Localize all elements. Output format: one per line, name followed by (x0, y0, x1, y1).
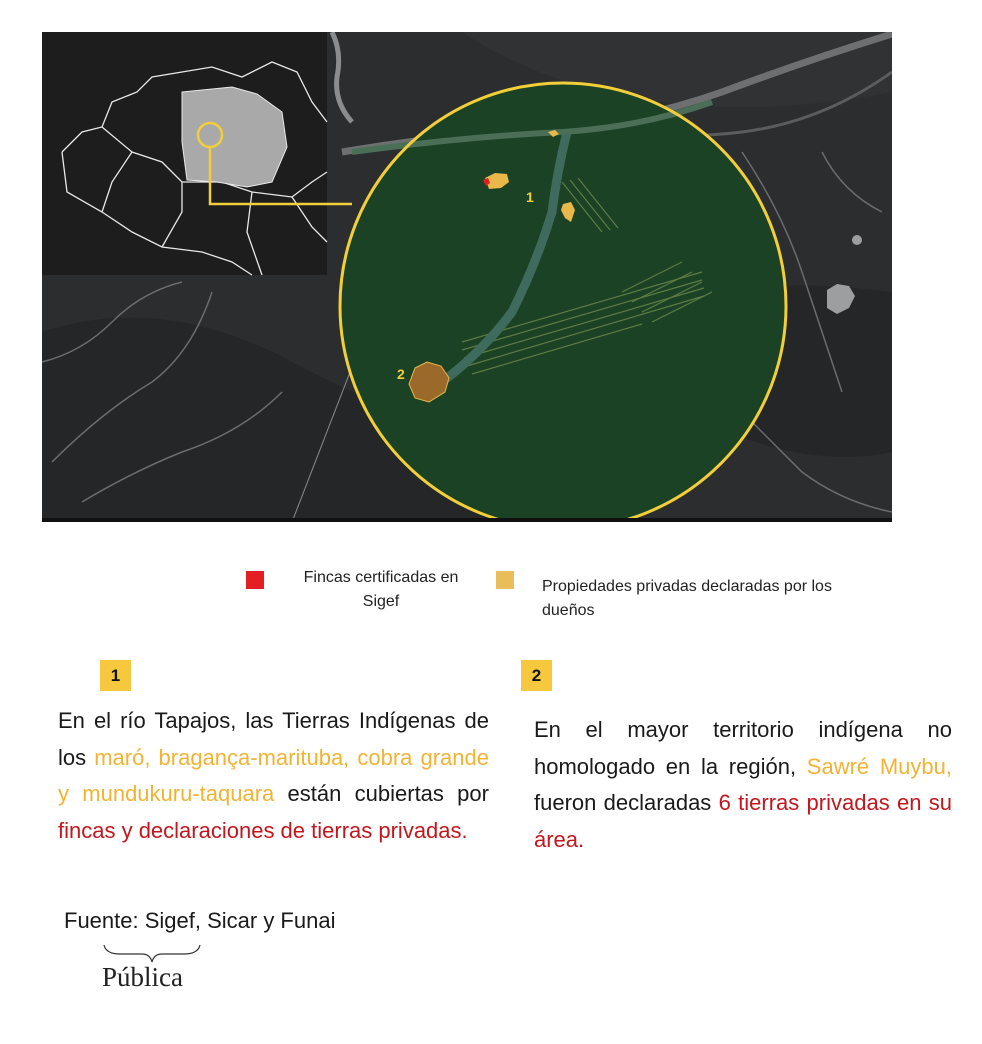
locator-inset (42, 32, 352, 275)
publica-logo (100, 942, 205, 992)
study-area-circle (340, 83, 786, 522)
legend-declared-line2: dueños (542, 602, 595, 619)
note-1-text (58, 703, 489, 849)
satellite-map (42, 32, 892, 522)
source-credit: Fuente: Sigef, Sicar y Funai (64, 908, 336, 933)
legend-certified-swatch (246, 571, 264, 589)
note-2-text-a: En el mayor territorio indígena no homologado en la región, (534, 717, 952, 779)
note-2-highlight: 6 tierras privadas en su área. (534, 790, 953, 852)
note-1-highlight: fincas y declaraciones de tierras privadas. (58, 817, 468, 843)
legend-declared-line1: Propiedades privadas declaradas por los (542, 578, 832, 595)
legend-certified-label (276, 566, 486, 614)
note-1-badge: 1 (100, 660, 131, 691)
zone-label-2: 2 (397, 366, 405, 382)
legend-declared-label (542, 575, 902, 623)
note-1-text-c: están cubiertas por (274, 781, 489, 806)
legend-declared-swatch (496, 571, 514, 589)
note-2-text (534, 712, 952, 858)
note-2-badge: 2 (521, 660, 552, 691)
logo-brace (104, 945, 200, 962)
legend-certified-line1: Fincas certificadas en (303, 569, 459, 586)
note-2-text-c: fueron declaradas (534, 790, 719, 815)
note-1-text-a: En el río Tapajos, las Tierras Indígenas de los (58, 708, 489, 770)
note-2-territory: Sawré Muybu, (806, 753, 952, 779)
zone-label-1: 1 (526, 189, 534, 205)
legend-certified-line2: Sigef (362, 593, 400, 610)
logo-text: Pública (102, 962, 183, 992)
map-bottom-border (42, 518, 892, 522)
note-1-territories: maró, bragança-marituba, cobra grande y mundukuru-taquara (58, 744, 489, 806)
